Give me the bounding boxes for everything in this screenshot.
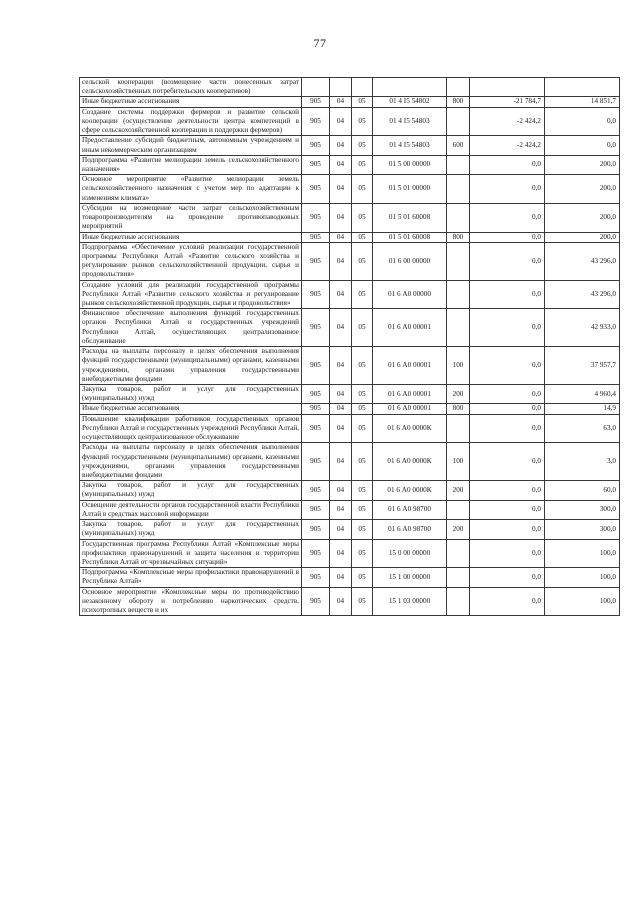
row-name: Закупка товаров, работ и услуг для государственных (муниципальных) нужд xyxy=(80,481,302,500)
section-code: 04 xyxy=(330,309,352,347)
expense-type-code xyxy=(447,568,470,587)
target-article-code: 01 6 А0 0000К xyxy=(373,481,447,500)
amount-total: 0,0 xyxy=(545,107,620,136)
row-name: Государственная программа Республики Алтай «Комплексные меры профилактики правонарушений и защита населения и территории Республики Алтай от чрезвычайных ситуаций» xyxy=(80,539,302,568)
subsection-code xyxy=(352,78,373,97)
table-row xyxy=(80,500,620,519)
section-code: 04 xyxy=(330,404,352,414)
target-article-code: 01 4 I5 54802 xyxy=(373,97,447,107)
amount-change xyxy=(470,78,545,97)
amount-change: 0,0 xyxy=(470,404,545,414)
admin-code: 905 xyxy=(302,203,330,232)
section-code: 04 xyxy=(330,347,352,385)
amount-total: 14,9 xyxy=(545,404,620,414)
admin-code: 905 xyxy=(302,107,330,136)
subsection-code: 05 xyxy=(352,347,373,385)
amount-total: 200,0 xyxy=(545,175,620,204)
expense-type-code xyxy=(447,107,470,136)
row-name: Иные бюджетные ассигнования xyxy=(80,404,302,414)
target-article-code: 01 6 А0 0000К xyxy=(373,443,447,481)
target-article-code: 15 1 03 00000 xyxy=(373,587,447,616)
target-article-code xyxy=(373,78,447,97)
page-number: 77 xyxy=(313,36,327,50)
subsection-code: 05 xyxy=(352,385,373,404)
subsection-code: 05 xyxy=(352,175,373,204)
table-row xyxy=(80,568,620,587)
table-row xyxy=(80,136,620,155)
subsection-code: 05 xyxy=(352,404,373,414)
amount-change: 0,0 xyxy=(470,414,545,443)
admin-code: 905 xyxy=(302,347,330,385)
admin-code: 905 xyxy=(302,481,330,500)
subsection-code: 05 xyxy=(352,232,373,242)
row-name: Иные бюджетные ассигнования xyxy=(80,97,302,107)
section-code: 04 xyxy=(330,568,352,587)
row-name: Подпрограмма «Обеспечение условий реализации государственной программы Республики Алтай «Развитие сельского хозяйства и регулирование рынков сельскохозяйственной продукции, сырья и продовольствия» xyxy=(80,242,302,280)
section-code: 04 xyxy=(330,175,352,204)
amount-total: 100,0 xyxy=(545,568,620,587)
amount-total: 100,0 xyxy=(545,587,620,616)
amount-change: 0,0 xyxy=(470,481,545,500)
admin-code: 905 xyxy=(302,280,330,309)
table-row xyxy=(80,232,620,242)
amount-total: 63,0 xyxy=(545,414,620,443)
section-code: 04 xyxy=(330,97,352,107)
section-code: 04 xyxy=(330,443,352,481)
table-row xyxy=(80,175,620,204)
table-row xyxy=(80,385,620,404)
table-row xyxy=(80,481,620,500)
section-code: 04 xyxy=(330,280,352,309)
target-article-code: 01 6 А0 00001 xyxy=(373,404,447,414)
expense-type-code xyxy=(447,414,470,443)
expense-type-code: 200 xyxy=(447,385,470,404)
table-row xyxy=(80,520,620,539)
amount-change: 0,0 xyxy=(470,385,545,404)
amount-change: 0,0 xyxy=(470,539,545,568)
admin-code: 905 xyxy=(302,155,330,174)
amount-change: 0,0 xyxy=(470,203,545,232)
target-article-code: 01 6 А0 0000К xyxy=(373,414,447,443)
row-name: Финансовое обеспечение выполнения функций государственных органов Республики Алтай и государственных учреждений Республики Алтай, осуществляющих централизованное обслуживание xyxy=(80,309,302,347)
amount-total: 300,0 xyxy=(545,520,620,539)
admin-code: 905 xyxy=(302,587,330,616)
expense-type-code: 200 xyxy=(447,481,470,500)
section-code: 04 xyxy=(330,587,352,616)
row-name: Расходы на выплаты персоналу в целях обеспечения выполнения функций государственными (муниципальными) органами, казенными учреждениями, органами управления государственными внебюджетными фондами xyxy=(80,347,302,385)
row-name: Закупка товаров, работ и услуг для государственных (муниципальных) нужд xyxy=(80,520,302,539)
expense-type-code xyxy=(447,242,470,280)
target-article-code: 01 6 А0 00001 xyxy=(373,385,447,404)
target-article-code: 01 6 А0 00000 xyxy=(373,280,447,309)
expense-type-code xyxy=(447,155,470,174)
expense-type-code xyxy=(447,500,470,519)
target-article-code: 01 6 А0 00001 xyxy=(373,347,447,385)
admin-code: 905 xyxy=(302,175,330,204)
table-body xyxy=(80,78,620,616)
amount-change: 0,0 xyxy=(470,568,545,587)
admin-code xyxy=(302,78,330,97)
target-article-code: 01 6 А0 00001 xyxy=(373,309,447,347)
amount-change: -21 784,7 xyxy=(470,97,545,107)
row-name: Повышение квалификации работников государственных органов Республики Алтай и государственных учреждений Республики Алтай, осуществляющих централизованное обслуживание xyxy=(80,414,302,443)
subsection-code: 05 xyxy=(352,155,373,174)
admin-code: 905 xyxy=(302,539,330,568)
expense-type-code xyxy=(447,78,470,97)
expense-type-code: 800 xyxy=(447,232,470,242)
table-row xyxy=(80,203,620,232)
section-code xyxy=(330,78,352,97)
amount-change: 0,0 xyxy=(470,520,545,539)
admin-code: 905 xyxy=(302,232,330,242)
amount-total: 37 957,7 xyxy=(545,347,620,385)
amount-change: 0,0 xyxy=(470,309,545,347)
row-name: сельской кооперации (возмещение части понесенных затрат сельскохозяйственных потребительских кооперативов) xyxy=(80,78,302,97)
amount-total: 300,0 xyxy=(545,500,620,519)
table-row xyxy=(80,539,620,568)
subsection-code: 05 xyxy=(352,203,373,232)
row-name: Создание системы поддержки фермеров и развитие сельской кооперации (осуществление деятельности центра компетенций в сфере сельскохозяйственной кооперации и поддержки фермеров) xyxy=(80,107,302,136)
target-article-code: 01 5 01 00000 xyxy=(373,175,447,204)
table-row xyxy=(80,404,620,414)
table-row xyxy=(80,309,620,347)
amount-total: 0,0 xyxy=(545,136,620,155)
amount-total: 200,0 xyxy=(545,232,620,242)
target-article-code: 15 1 00 00000 xyxy=(373,568,447,587)
expense-type-code xyxy=(447,280,470,309)
row-name: Основное мероприятие «Развитие мелиорации земель сельскохозяйственного назначения с учетом мер по адаптации к изменениям климата» xyxy=(80,175,302,204)
admin-code: 905 xyxy=(302,443,330,481)
expense-type-code: 800 xyxy=(447,404,470,414)
target-article-code: 01 5 01 60008 xyxy=(373,203,447,232)
admin-code: 905 xyxy=(302,309,330,347)
amount-total xyxy=(545,78,620,97)
amount-total: 42 933,0 xyxy=(545,309,620,347)
amount-change: 0,0 xyxy=(470,175,545,204)
amount-change: 0,0 xyxy=(470,280,545,309)
target-article-code: 01 6 00 00000 xyxy=(373,242,447,280)
amount-change: 0,0 xyxy=(470,347,545,385)
table-row xyxy=(80,97,620,107)
row-name: Закупка товаров, работ и услуг для государственных (муниципальных) нужд xyxy=(80,385,302,404)
row-name: Создание условий для реализации государственной программы Республики Алтай «Развитие сельского хозяйства и регулирование рынков сельскохозяйственной продукции, сырья и продовольствия» xyxy=(80,280,302,309)
amount-total: 200,0 xyxy=(545,155,620,174)
amount-change: -2 424,2 xyxy=(470,107,545,136)
row-name: Подпрограмма «Развитие мелиорации земель сельскохозяйственного назначения» xyxy=(80,155,302,174)
subsection-code: 05 xyxy=(352,309,373,347)
row-name: Расходы на выплаты персоналу в целях обеспечения выполнения функций государственными (муниципальными) органами, казенными учреждениями, органами управления государственными внебюджетными фондами xyxy=(80,443,302,481)
subsection-code: 05 xyxy=(352,97,373,107)
row-name: Подпрограмма «Комплексные меры профилактики правонарушений в Республике Алтай» xyxy=(80,568,302,587)
section-code: 04 xyxy=(330,500,352,519)
section-code: 04 xyxy=(330,242,352,280)
row-name: Предоставление субсидий бюджетным, автономным учреждениям и иным некоммерческим организациям xyxy=(80,136,302,155)
table-row xyxy=(80,155,620,174)
section-code: 04 xyxy=(330,203,352,232)
admin-code: 905 xyxy=(302,568,330,587)
expense-type-code: 100 xyxy=(447,347,470,385)
subsection-code: 05 xyxy=(352,520,373,539)
table-row xyxy=(80,107,620,136)
row-name: Субсидии на возмещение части затрат сельскохозяйственным товаропроизводителям на проведение противопаводковых мероприятий xyxy=(80,203,302,232)
subsection-code: 05 xyxy=(352,500,373,519)
expense-type-code xyxy=(447,587,470,616)
amount-total: 3,0 xyxy=(545,443,620,481)
subsection-code: 05 xyxy=(352,539,373,568)
section-code: 04 xyxy=(330,136,352,155)
admin-code: 905 xyxy=(302,414,330,443)
subsection-code: 05 xyxy=(352,107,373,136)
section-code: 04 xyxy=(330,520,352,539)
subsection-code: 05 xyxy=(352,136,373,155)
amount-total: 14 851,7 xyxy=(545,97,620,107)
amount-total: 60,0 xyxy=(545,481,620,500)
section-code: 04 xyxy=(330,539,352,568)
expense-type-code xyxy=(447,539,470,568)
row-name: Иные бюджетные ассигнования xyxy=(80,232,302,242)
admin-code: 905 xyxy=(302,520,330,539)
expense-type-code xyxy=(447,203,470,232)
row-name: Освещение деятельности органов государственной власти Республики Алтай в средствах массовой информации xyxy=(80,500,302,519)
expense-type-code: 800 xyxy=(447,97,470,107)
amount-total: 200,0 xyxy=(545,203,620,232)
target-article-code: 01 5 00 00000 xyxy=(373,155,447,174)
amount-change: -2 424,2 xyxy=(470,136,545,155)
subsection-code: 05 xyxy=(352,568,373,587)
amount-change: 0,0 xyxy=(470,242,545,280)
table-row xyxy=(80,280,620,309)
table-row xyxy=(80,347,620,385)
budget-table xyxy=(79,77,620,616)
admin-code: 905 xyxy=(302,385,330,404)
admin-code: 905 xyxy=(302,136,330,155)
target-article-code: 01 4 I5 54803 xyxy=(373,107,447,136)
section-code: 04 xyxy=(330,232,352,242)
amount-change: 0,0 xyxy=(470,500,545,519)
subsection-code: 05 xyxy=(352,414,373,443)
table-row xyxy=(80,414,620,443)
section-code: 04 xyxy=(330,107,352,136)
expense-type-code: 600 xyxy=(447,136,470,155)
target-article-code: 01 5 01 60008 xyxy=(373,232,447,242)
section-code: 04 xyxy=(330,481,352,500)
target-article-code: 01 6 А0 98700 xyxy=(373,520,447,539)
expense-type-code xyxy=(447,175,470,204)
amount-change: 0,0 xyxy=(470,443,545,481)
table-row xyxy=(80,242,620,280)
target-article-code: 01 4 I5 54803 xyxy=(373,136,447,155)
amount-total: 43 296,0 xyxy=(545,242,620,280)
section-code: 04 xyxy=(330,385,352,404)
subsection-code: 05 xyxy=(352,443,373,481)
expense-type-code xyxy=(447,309,470,347)
amount-total: 100,0 xyxy=(545,539,620,568)
table-row xyxy=(80,78,620,97)
expense-type-code: 200 xyxy=(447,520,470,539)
target-article-code: 01 6 А0 98700 xyxy=(373,500,447,519)
table-row xyxy=(80,443,620,481)
section-code: 04 xyxy=(330,155,352,174)
admin-code: 905 xyxy=(302,97,330,107)
amount-total: 4 960,4 xyxy=(545,385,620,404)
amount-change: 0,0 xyxy=(470,587,545,616)
amount-total: 43 296,0 xyxy=(545,280,620,309)
subsection-code: 05 xyxy=(352,481,373,500)
admin-code: 905 xyxy=(302,500,330,519)
table-row xyxy=(80,587,620,616)
row-name: Основное мероприятие «Комплексные меры по противодействию незаконному обороту и потреблению наркотических средств, психотропных веществ и их xyxy=(80,587,302,616)
subsection-code: 05 xyxy=(352,280,373,309)
admin-code: 905 xyxy=(302,242,330,280)
amount-change: 0,0 xyxy=(470,232,545,242)
subsection-code: 05 xyxy=(352,587,373,616)
section-code: 04 xyxy=(330,414,352,443)
amount-change: 0,0 xyxy=(470,155,545,174)
subsection-code: 05 xyxy=(352,242,373,280)
target-article-code: 15 0 00 00000 xyxy=(373,539,447,568)
admin-code: 905 xyxy=(302,404,330,414)
expense-type-code: 100 xyxy=(447,443,470,481)
